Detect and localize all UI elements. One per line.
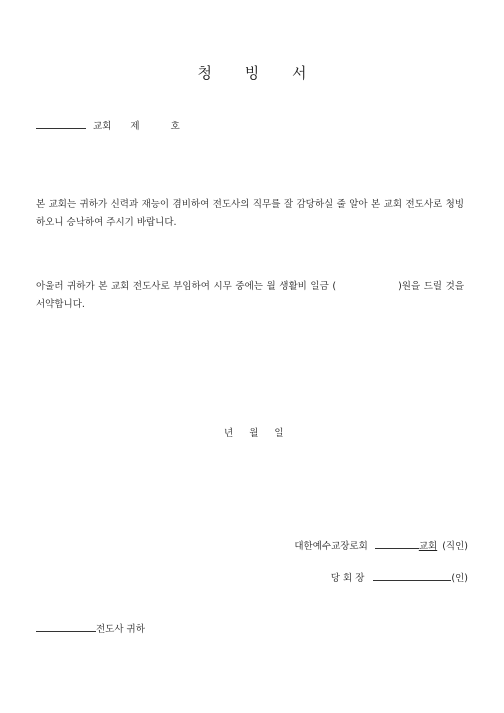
official-seal-label: (직인) [442, 541, 468, 552]
recipient-label: 전도사 귀하 [96, 624, 145, 635]
recipient-name-blank [36, 620, 96, 632]
document-title: 청 빙 서 [197, 64, 321, 82]
date-year: 년 [224, 428, 234, 439]
church-label: 교회 [93, 121, 112, 132]
date-day: 일 [274, 428, 284, 439]
recipient-line [36, 620, 145, 638]
signatory-church-line [294, 537, 468, 555]
signatory-org: 대한예수교장로회 [294, 541, 368, 552]
number-suffix: 호 [170, 121, 180, 132]
date-month: 월 [249, 428, 259, 439]
date-line [216, 425, 292, 439]
salary-paragraph [36, 278, 464, 314]
church-number-line [36, 117, 180, 135]
signatory-role-line [331, 569, 468, 587]
signatory-role: 당 회 장 [330, 573, 365, 584]
salary-text-before: 아울러 귀하가 본 교회 전도사로 부임하여 시무 중에는 월 생활비 일금 ( [36, 281, 337, 292]
signatory-church-label: 교회 [418, 541, 438, 552]
signatory-church-blank [375, 537, 419, 549]
salary-text-after: )원을 드릴 것을 서약합니다. [36, 281, 464, 310]
church-name-blank [36, 117, 86, 129]
number-prefix: 제 [130, 121, 140, 132]
signatory-name-blank [373, 569, 451, 581]
personal-seal-label: (인) [451, 573, 468, 584]
invitation-paragraph: 본 교회는 귀하가 신력과 재능이 겸비하여 전도사의 직무를 잘 감당하실 줄 알아 본 교회 전도사로 청빙하오니 승낙하여 주시기 바랍니다. [36, 199, 464, 228]
